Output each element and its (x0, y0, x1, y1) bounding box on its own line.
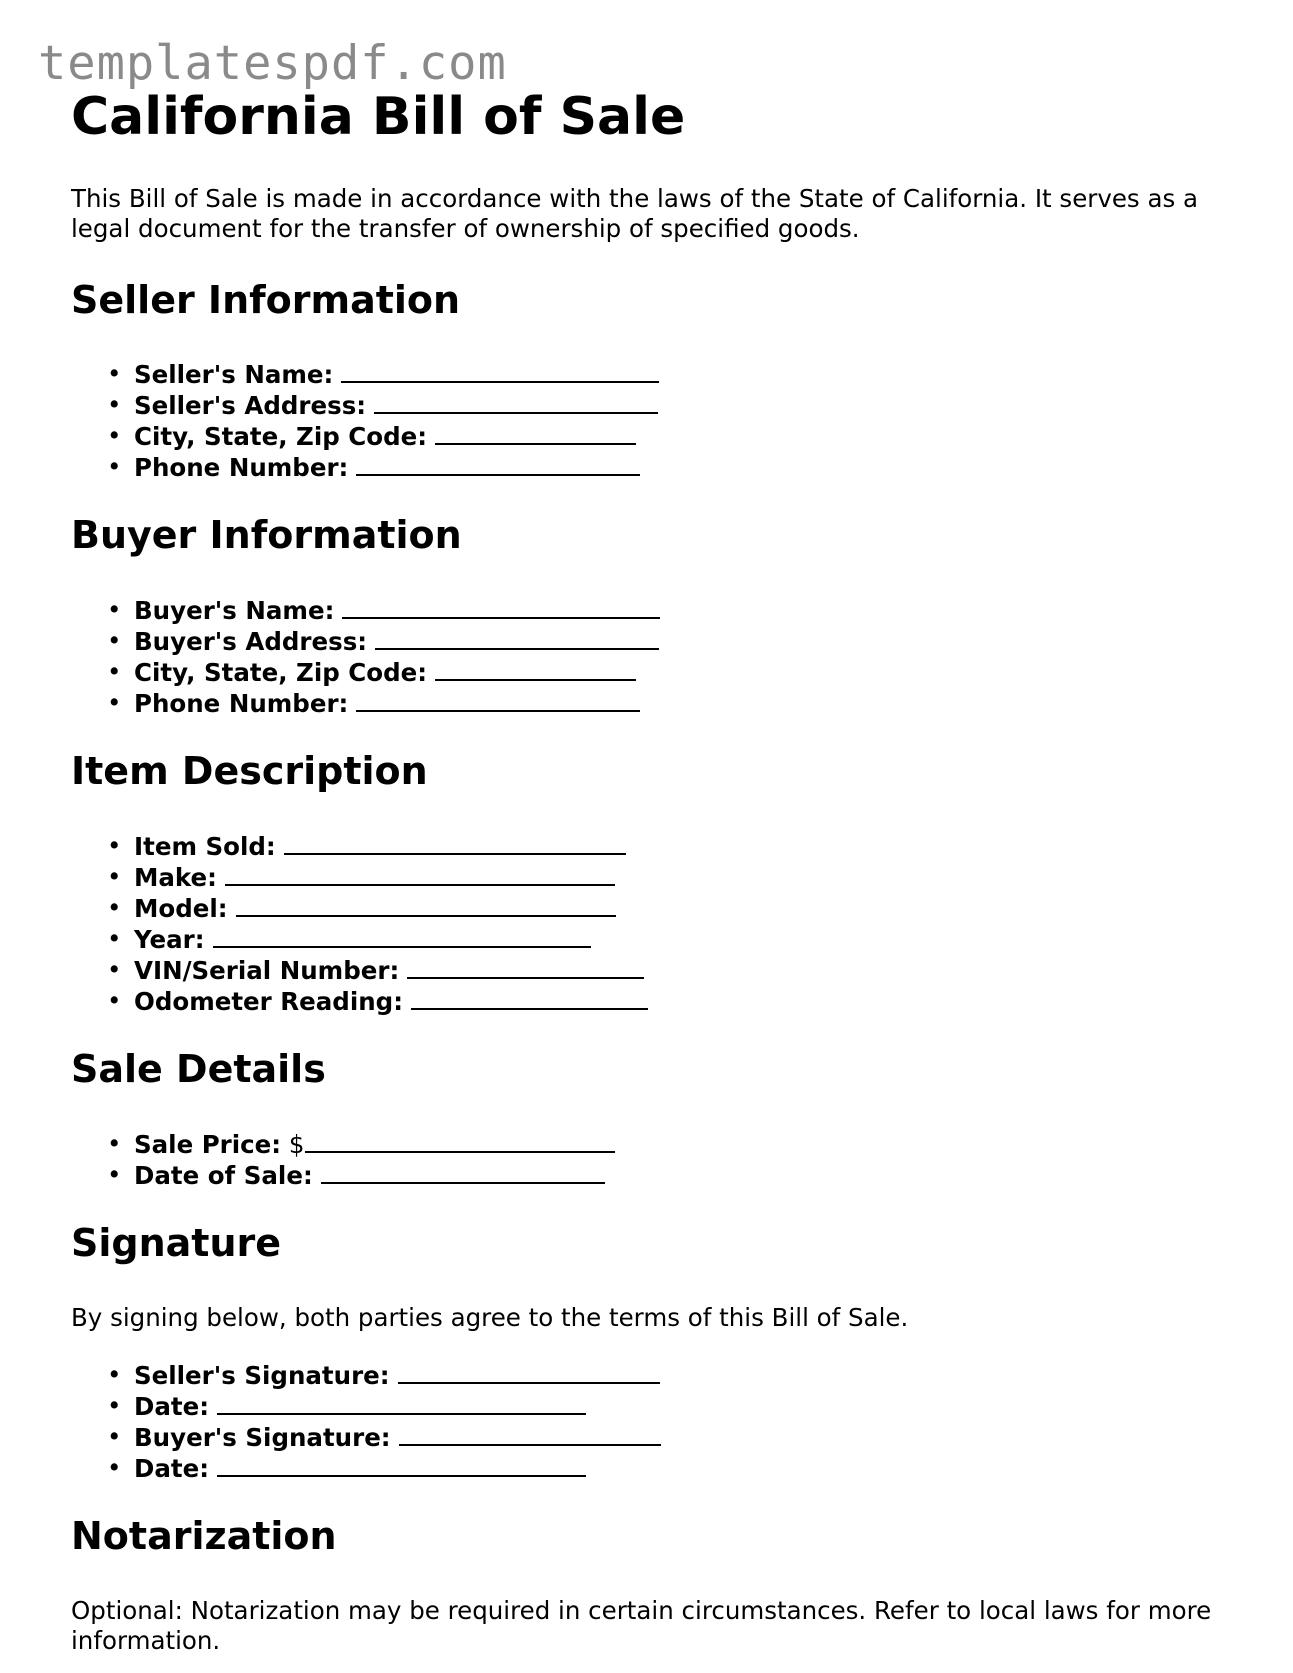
list-item (107, 1453, 1231, 1484)
field-label: Buyer's Address: (134, 627, 368, 657)
field-label: City, State, Zip Code: (134, 422, 428, 452)
sale-fields (71, 1129, 1231, 1191)
page-title: California Bill of Sale (71, 87, 686, 147)
list-item (107, 1160, 1231, 1191)
model-blank[interactable] (236, 893, 616, 917)
list-item (107, 955, 1231, 986)
seller-city-blank[interactable] (435, 421, 636, 445)
document-page (71, 88, 1231, 1656)
buyer-signature-blank[interactable] (399, 1422, 661, 1446)
list-item (107, 390, 1231, 421)
list-item (107, 862, 1231, 893)
list-item (107, 688, 1231, 719)
field-label: City, State, Zip Code: (134, 658, 428, 688)
sale-date-blank[interactable] (321, 1160, 605, 1184)
field-label: Seller's Address: (134, 391, 367, 421)
make-blank[interactable] (225, 862, 615, 886)
odometer-blank[interactable] (411, 986, 648, 1010)
sale-price-blank[interactable] (305, 1129, 615, 1153)
item-sold-blank[interactable] (284, 831, 626, 855)
item-fields (71, 831, 1231, 1017)
signature-fields (71, 1360, 1231, 1484)
buyer-date-blank[interactable] (217, 1453, 586, 1477)
field-label: Phone Number: (134, 453, 349, 483)
buyer-fields (71, 595, 1231, 719)
list-item (107, 1129, 1231, 1160)
field-label: Seller's Name: (134, 360, 334, 390)
buyer-phone-blank[interactable] (356, 688, 640, 712)
watermark: templatespdf.com (38, 36, 507, 91)
signature-text: By signing below, both parties agree to the terms of this Bill of Sale. (71, 1302, 909, 1332)
item-heading: Item Description (71, 749, 428, 794)
field-label: Date of Sale: (134, 1160, 313, 1190)
seller-fields (71, 359, 1231, 483)
buyer-city-blank[interactable] (435, 657, 636, 681)
field-label: Year: (134, 924, 205, 954)
list-item (107, 421, 1231, 452)
list-item (107, 452, 1231, 483)
field-label: Sale Price: (134, 1129, 282, 1159)
buyer-address-blank[interactable] (375, 626, 659, 650)
field-label: Buyer's Signature: (134, 1423, 391, 1453)
list-item (107, 626, 1231, 657)
notarization-text: Optional: Notarization may be required in certain circumstances. Refer to local laws for more information. (71, 1596, 1212, 1656)
field-label: Date: (134, 1392, 209, 1422)
list-item (107, 1422, 1231, 1453)
notarization-heading: Notarization (71, 1514, 337, 1559)
list-item (107, 657, 1231, 688)
signature-heading: Signature (71, 1220, 282, 1265)
vin-blank[interactable] (407, 955, 644, 979)
seller-phone-blank[interactable] (356, 452, 640, 476)
list-item (107, 924, 1231, 955)
list-item (107, 986, 1231, 1017)
list-item (107, 831, 1231, 862)
seller-address-blank[interactable] (374, 390, 658, 414)
field-label: Phone Number: (134, 689, 349, 719)
field-label: Model: (134, 893, 228, 923)
seller-signature-blank[interactable] (398, 1360, 660, 1384)
field-label: Buyer's Name: (134, 596, 335, 626)
buyer-name-blank[interactable] (342, 595, 660, 619)
sale-heading: Sale Details (71, 1046, 326, 1091)
seller-name-blank[interactable] (341, 359, 659, 383)
field-label: Date: (134, 1454, 209, 1484)
seller-date-blank[interactable] (217, 1391, 586, 1415)
field-label: VIN/Serial Number: (134, 955, 400, 985)
seller-heading: Seller Information (71, 277, 461, 322)
field-label: Seller's Signature: (134, 1361, 390, 1391)
currency-symbol: $ (288, 1129, 305, 1159)
list-item (107, 1360, 1231, 1391)
field-label: Make: (134, 862, 217, 892)
list-item (107, 359, 1231, 390)
list-item (107, 893, 1231, 924)
field-label: Odometer Reading: (134, 986, 404, 1016)
buyer-heading: Buyer Information (71, 513, 462, 558)
list-item (107, 1391, 1231, 1422)
field-label: Item Sold: (134, 831, 276, 861)
list-item (107, 595, 1231, 626)
intro-paragraph: This Bill of Sale is made in accordance with the laws of the State of California. It serves as a legal document for the transfer of ownership of specified goods. (71, 183, 1199, 243)
year-blank[interactable] (213, 924, 591, 948)
